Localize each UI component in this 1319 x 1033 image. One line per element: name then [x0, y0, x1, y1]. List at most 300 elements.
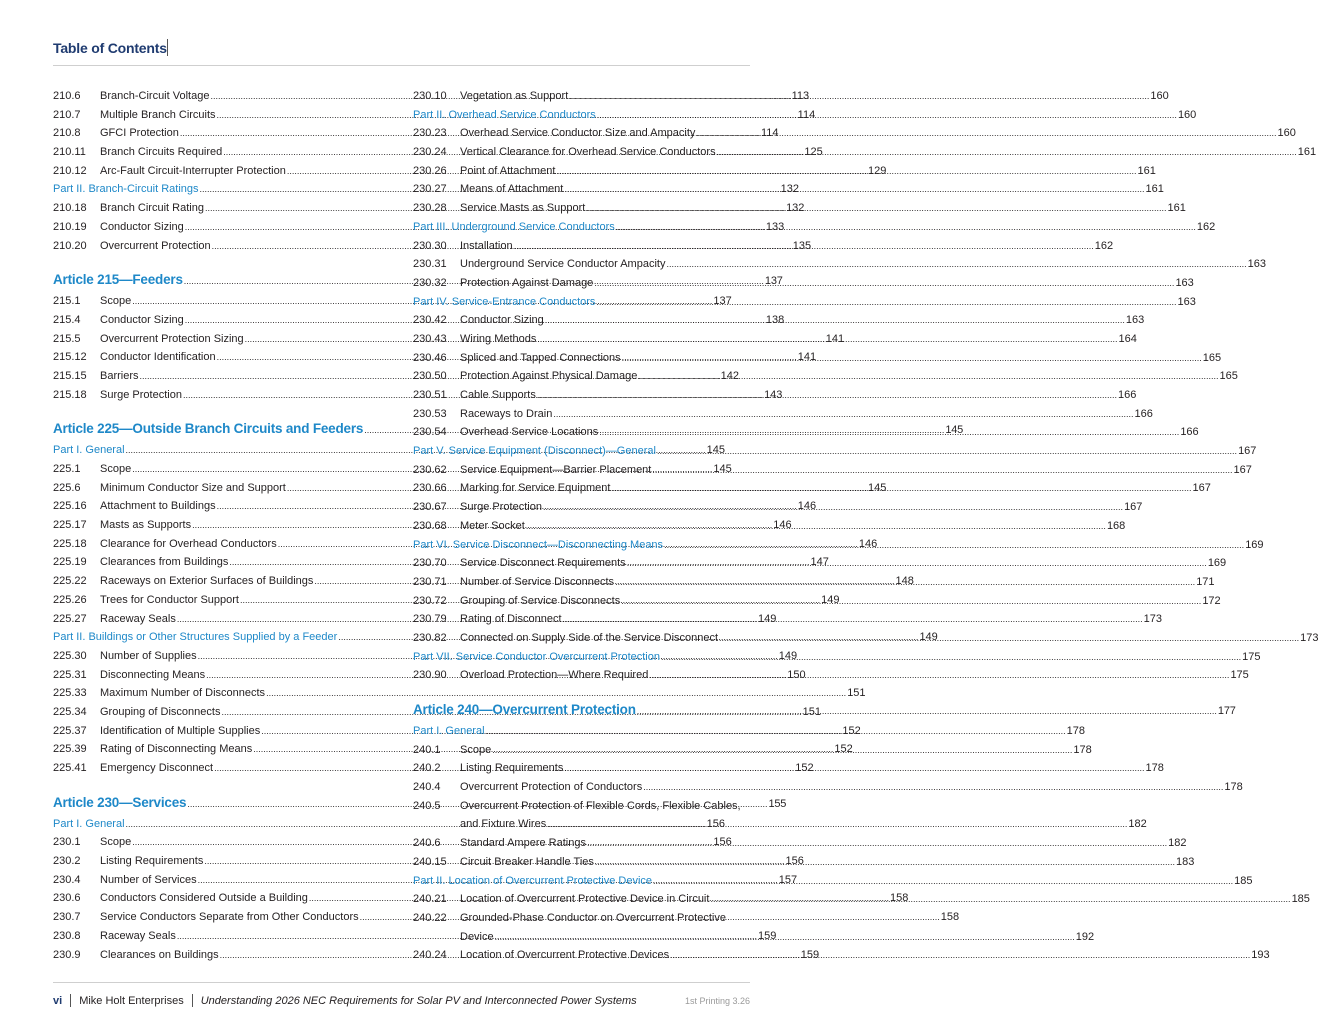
page-number: 156 — [785, 855, 804, 868]
page-number: 133 — [765, 220, 785, 233]
section-title: Conductor Sizing — [460, 314, 544, 327]
page-number: 162 — [1196, 220, 1216, 233]
section-title: Disconnecting Means — [100, 668, 206, 681]
page-number: 163 — [1125, 314, 1145, 327]
section-title: Location of Overcurrent Protective Devices — [460, 949, 670, 962]
section-number: 230.10 — [413, 90, 447, 102]
section-title: Scope — [100, 295, 132, 308]
section-title: Protection Against Physical Damage — [460, 370, 638, 383]
section-title: Location of Overcurrent Protective Device in Circuit — [460, 893, 710, 906]
page-number: 152 — [842, 724, 861, 737]
section-title: Installation — [460, 239, 513, 252]
section-title: Point of Attachment — [460, 164, 556, 177]
page-number: 132 — [786, 202, 805, 215]
section-number: 240.22 — [413, 911, 447, 924]
dot-leader — [664, 536, 1244, 547]
section-number: 230.32 — [413, 276, 447, 289]
page-number: 135 — [792, 239, 812, 252]
page-number: 149 — [919, 631, 938, 644]
section-title: Number of Services — [100, 873, 197, 886]
section-number: 210.8 — [53, 127, 81, 140]
toc-part-heading[interactable] — [413, 293, 1196, 312]
page-number: 113 — [791, 90, 810, 102]
section-number: 230.70 — [413, 557, 447, 570]
footer-book-title: Understanding 2026 NEC Requirements for Solar PV and Interconnected Power Systems — [200, 994, 637, 1007]
dot-leader — [553, 405, 1133, 416]
page-number: 178 — [1066, 725, 1086, 737]
section-title: Conductor Sizing — [100, 220, 184, 233]
dot-leader — [615, 573, 1195, 584]
part-title: Part II. Buildings or Other Structures Supplied by a Feeder — [53, 631, 338, 644]
page-number: 166 — [1134, 407, 1153, 420]
page-number: 141 — [797, 351, 817, 364]
section-number: 230.8 — [53, 929, 81, 942]
page-number: 177 — [1217, 705, 1236, 717]
page-number: 185 — [1291, 893, 1310, 906]
page-number: 125 — [804, 146, 823, 159]
dot-leader — [670, 946, 1250, 957]
dot-leader — [492, 741, 1072, 752]
page-number: 172 — [1202, 594, 1221, 607]
section-number: 230.4 — [53, 873, 81, 886]
page-number: 141 — [825, 332, 845, 345]
footer-content — [53, 994, 750, 1007]
dot-leader — [649, 666, 1229, 677]
section-number: 230.7 — [53, 911, 81, 924]
section-number: 225.16 — [53, 500, 87, 513]
dot-leader — [594, 274, 1174, 285]
page-number: 160 — [1277, 127, 1296, 140]
page-number: 163 — [1175, 276, 1194, 289]
dot-leader — [586, 199, 1166, 210]
toc-entry[interactable] — [413, 255, 1266, 274]
dot-leader — [556, 162, 1136, 173]
section-number: 240.15 — [413, 855, 447, 868]
dot-leader — [611, 479, 1191, 490]
page-number: 156 — [706, 817, 726, 830]
page-number: 163 — [1177, 295, 1196, 308]
page-number: 155 — [768, 797, 787, 810]
page-number: 138 — [765, 313, 785, 326]
toc-entry[interactable] — [413, 367, 1238, 386]
page-number: 178 — [1224, 781, 1243, 794]
part-title: Part I. General — [53, 817, 125, 830]
dot-leader — [696, 124, 1276, 135]
dot-leader — [599, 423, 1179, 434]
section-title: Overload Protection—Where Required — [460, 669, 649, 682]
section-number: 230.53 — [413, 407, 447, 420]
section-number: 230.27 — [413, 183, 447, 196]
section-number: 230.68 — [413, 519, 447, 532]
footer-page-number: vi — [53, 994, 63, 1007]
dot-leader — [543, 498, 1123, 509]
section-number: 240.4 — [413, 781, 441, 794]
page-number: 152 — [795, 762, 814, 774]
page-number: 129 — [867, 164, 887, 177]
section-number: 230.79 — [413, 613, 447, 626]
section-number: 225.1 — [53, 463, 81, 475]
section-title: Vertical Clearance for Overhead Service Conductors — [460, 146, 716, 159]
section-title-continued: Device — [460, 930, 494, 943]
section-number: 230.1 — [53, 836, 81, 849]
page-number: 142 — [720, 369, 739, 382]
page-number: 157 — [778, 873, 798, 886]
section-title: Raceway Seals — [100, 929, 176, 942]
section-number: 240.21 — [413, 893, 447, 906]
dot-leader — [652, 461, 1232, 472]
dot-leader — [627, 554, 1207, 565]
page-number: 178 — [1073, 743, 1092, 756]
dot-leader — [661, 648, 1241, 659]
section-number: 230.24 — [413, 146, 447, 159]
page-number: 178 — [1145, 762, 1164, 775]
section-number: 225.34 — [53, 705, 87, 718]
page-number: 159 — [757, 929, 777, 942]
page-number: 168 — [1106, 519, 1126, 532]
dot-leader — [526, 517, 1106, 528]
page-number: 145 — [713, 463, 732, 475]
page-number: 145 — [945, 424, 964, 437]
dot-leader — [537, 386, 1117, 397]
page-number: 149 — [778, 649, 798, 662]
page-number: 182 — [1128, 818, 1147, 831]
toc-entry[interactable] — [413, 909, 750, 928]
section-title: Surge Protection — [100, 388, 182, 401]
page-number: 165 — [1202, 351, 1222, 364]
section-title: Branch Circuit Rating — [100, 202, 204, 215]
section-number: 215.1 — [53, 295, 81, 308]
dot-leader — [653, 872, 1233, 883]
dot-leader — [545, 311, 1125, 322]
page-number: 166 — [1117, 389, 1137, 401]
dot-leader — [622, 349, 1202, 360]
article-title: Article 230—Services — [53, 794, 187, 810]
section-title: Connected on Supply Side of the Service Disconnect — [460, 631, 719, 644]
page-number: 167 — [1124, 501, 1143, 514]
section-number: 240.5 — [413, 799, 441, 812]
section-number: 230.31 — [413, 258, 447, 271]
page-title: Table of Contents — [53, 40, 167, 56]
section-title: Rating of Disconnecting Means — [100, 743, 253, 756]
dot-leader — [514, 237, 1094, 248]
page-number: 183 — [1176, 855, 1195, 868]
page-number: 147 — [810, 556, 829, 569]
footer-divider — [192, 994, 193, 1007]
toc-entry[interactable] — [413, 778, 1243, 797]
section-number: 230.30 — [413, 239, 447, 252]
section-title: Circuit Breaker Handle Ties — [460, 855, 594, 868]
page-number: 158 — [940, 911, 960, 924]
section-title: Meter Socket — [460, 519, 525, 532]
section-number: 225.17 — [53, 519, 87, 532]
section-number: 225.27 — [53, 612, 87, 625]
section-title: Scope — [100, 836, 132, 849]
toc-entry[interactable] — [413, 834, 1187, 853]
page-number: 163 — [1247, 258, 1266, 271]
header-divider — [167, 39, 168, 56]
section-number: 230.46 — [413, 351, 447, 364]
section-title: Means of Attachment — [460, 183, 564, 196]
article-title: Article 225—Outside Branch Circuits and Feeders — [53, 421, 364, 437]
toc-entry[interactable] — [413, 405, 1153, 424]
section-title: Scope — [100, 463, 132, 475]
page-number: 114 — [760, 127, 779, 140]
page-number: 160 — [1177, 108, 1197, 121]
section-title: Raceways on Exterior Surfaces of Buildings — [100, 575, 314, 588]
section-title: Protection Against Damage — [460, 276, 594, 289]
article-title: Article 240—Overcurrent Protection — [413, 702, 636, 717]
page-number: 151 — [802, 705, 821, 718]
section-number: 230.66 — [413, 482, 447, 495]
page-number: 159 — [800, 948, 820, 961]
section-title: Clearances on Buildings — [100, 948, 219, 961]
dot-leader — [587, 834, 1167, 845]
section-title: Branch-Circuit Voltage — [100, 90, 210, 102]
section-title: Branch Circuits Required — [100, 146, 223, 159]
page-number: 145 — [706, 444, 726, 457]
dot-leader — [563, 610, 1143, 621]
dot-leader — [710, 890, 1290, 901]
section-title: Clearances from Buildings — [100, 556, 229, 569]
section-number: 230.9 — [53, 948, 81, 961]
section-number: 210.18 — [53, 202, 87, 215]
dot-leader — [638, 367, 1218, 378]
footer-printing: 1st Printing 3.26 — [684, 995, 750, 1006]
part-title: Part II. Branch-Circuit Ratings — [53, 183, 199, 196]
section-number: 230.72 — [413, 594, 447, 607]
section-number: 225.6 — [53, 481, 81, 494]
section-number: 230.62 — [413, 463, 447, 476]
section-title: Overhead Service Locations — [460, 426, 599, 439]
page-number: 151 — [847, 687, 866, 700]
page-number: 175 — [1230, 669, 1249, 682]
section-number: 225.37 — [53, 724, 87, 737]
section-number: 225.30 — [53, 649, 87, 662]
section-number: 230.90 — [413, 669, 447, 682]
page-header — [53, 38, 750, 66]
section-title: Scope — [460, 743, 492, 756]
section-title: Grouping of Disconnects — [100, 705, 221, 718]
page-number: 185 — [1234, 874, 1253, 887]
section-number: 230.67 — [413, 501, 447, 514]
section-title: Service Conductors Separate from Other Conductors — [100, 911, 359, 924]
section-number: 230.54 — [413, 426, 447, 439]
page-number: 137 — [713, 295, 732, 308]
section-number: 230.51 — [413, 389, 447, 401]
section-title: Raceway Seals — [100, 612, 176, 625]
section-number: 225.39 — [53, 743, 87, 756]
dot-leader — [564, 759, 1144, 770]
section-title: Service Equipment—Barrier Placement — [460, 463, 652, 476]
page-number: 161 — [1167, 202, 1186, 215]
section-number: 215.5 — [53, 332, 81, 345]
page-number: 169 — [1245, 538, 1264, 551]
dot-leader — [569, 87, 1149, 98]
page-number: 167 — [1192, 482, 1211, 495]
page-number: 143 — [764, 388, 783, 401]
section-number: 225.22 — [53, 575, 87, 588]
page-number: 166 — [1180, 426, 1199, 439]
page-number: 192 — [1075, 930, 1095, 943]
section-number: 230.2 — [53, 855, 81, 868]
section-number: 230.71 — [413, 575, 447, 588]
section-title: Overcurrent Protection Sizing — [100, 332, 244, 345]
section-title: Surge Protection — [460, 501, 542, 514]
page-number: 158 — [890, 892, 909, 905]
dot-leader — [597, 106, 1177, 117]
section-number: 225.41 — [53, 762, 87, 774]
section-title: Clearance for Overhead Conductors — [100, 537, 277, 550]
section-title: Wiring Methods — [460, 332, 537, 345]
part-title: Part VII. Service Conductor Overcurrent Protection — [413, 650, 660, 663]
section-title: Cable Supports — [460, 389, 536, 401]
dot-leader — [643, 778, 1223, 789]
page-number: 171 — [1196, 575, 1215, 588]
section-number: 240.1 — [413, 743, 441, 756]
section-title: Service Masts as Support — [460, 202, 586, 215]
section-title: Overcurrent Protection of Conductors — [460, 781, 643, 794]
dot-leader — [495, 928, 1075, 939]
dot-leader — [621, 592, 1201, 603]
section-number: 230.6 — [53, 892, 81, 905]
page-number: 167 — [1233, 463, 1252, 476]
section-title: Overhead Service Conductor Size and Ampacity — [460, 127, 696, 140]
page-number: 146 — [858, 537, 878, 550]
section-number: 240.2 — [413, 762, 441, 775]
section-number: 230.23 — [413, 127, 447, 140]
dot-leader — [616, 218, 1196, 229]
page-number: 182 — [1168, 837, 1187, 850]
section-title: Minimum Conductor Size and Support — [100, 481, 286, 494]
section-number: 225.33 — [53, 687, 87, 700]
section-number: 215.18 — [53, 388, 87, 401]
page-number: 162 — [1094, 239, 1114, 252]
dot-leader — [637, 698, 1217, 712]
page-number: 161 — [1137, 164, 1156, 177]
section-number: 215.4 — [53, 313, 81, 326]
page-footer — [53, 982, 750, 1022]
page-number: 164 — [1118, 332, 1137, 345]
page-number: 148 — [895, 575, 914, 588]
section-title: Overcurrent Protection — [100, 239, 211, 252]
part-title: Part IV. Service-Entrance Conductors — [413, 295, 596, 308]
page-number: 175 — [1242, 650, 1261, 663]
page-number: 146 — [773, 519, 792, 532]
dot-leader — [537, 330, 1117, 341]
section-number: 230.82 — [413, 631, 447, 644]
section-number: 225.18 — [53, 537, 87, 550]
section-number: 215.15 — [53, 369, 87, 382]
section-number: 215.12 — [53, 351, 87, 364]
section-number: 210.20 — [53, 239, 87, 252]
dot-leader — [564, 180, 1144, 191]
section-title: Maximum Number of Disconnects — [100, 687, 266, 700]
section-number: 230.28 — [413, 202, 447, 215]
section-title: Vegetation as Support — [460, 90, 569, 102]
toc-entry[interactable] — [53, 684, 866, 703]
page-number: 173 — [1143, 613, 1162, 626]
page-number: 152 — [834, 743, 853, 756]
page-number: 137 — [764, 275, 783, 288]
page-number: 150 — [787, 668, 806, 681]
page-number: 165 — [1219, 370, 1238, 383]
dot-leader — [717, 143, 1297, 154]
section-number: 230.26 — [413, 164, 447, 177]
part-title: Part I. General — [413, 725, 485, 737]
section-number: 210.11 — [53, 146, 86, 159]
toc-part-heading[interactable] — [413, 442, 1257, 461]
section-number: 230.42 — [413, 314, 447, 327]
section-title: Grouping of Service Disconnects — [460, 594, 621, 607]
section-title: Trees for Conductor Support — [100, 593, 239, 606]
dot-leader — [596, 293, 1176, 304]
page-number: 160 — [1150, 90, 1169, 102]
page-number: 149 — [757, 612, 777, 625]
page-number: 114 — [797, 108, 816, 121]
section-title: Barriers — [100, 369, 139, 382]
dot-leader — [595, 853, 1175, 864]
section-title: Number of Supplies — [100, 649, 197, 662]
dot-leader — [666, 255, 1246, 266]
part-title: Part II. Overhead Service Conductors — [413, 108, 596, 121]
section-number: 230.50 — [413, 370, 447, 383]
section-title: Marking for Service Equipment — [460, 482, 611, 495]
section-title: Grounded-Phase Conductor on Overcurrent Protective — [460, 911, 726, 924]
section-title: Arc-Fault Circuit-Interrupter Protection — [100, 164, 286, 177]
section-title: Conductor Sizing — [100, 313, 184, 326]
section-title: Conductors Considered Outside a Building — [100, 892, 308, 905]
page-number: 161 — [1297, 146, 1317, 159]
section-number: 210.6 — [53, 90, 81, 102]
section-title-continued: and Fixture Wires — [460, 818, 547, 831]
section-number: 210.7 — [53, 108, 81, 121]
section-number: 210.12 — [53, 164, 87, 177]
section-title: Attachment to Buildings — [100, 500, 216, 513]
section-number: 240.6 — [413, 837, 441, 850]
page-number: 156 — [713, 836, 732, 849]
dot-leader — [657, 442, 1237, 453]
section-number: 230.43 — [413, 332, 447, 345]
section-title: Service Disconnect Requirements — [460, 557, 626, 570]
toc-entry[interactable] — [413, 797, 750, 816]
part-title: Part I. General — [53, 444, 125, 457]
section-number: 225.26 — [53, 593, 87, 606]
section-number: 225.19 — [53, 556, 87, 569]
part-title: Part VI. Service Disconnect—Disconnecting Means — [413, 538, 664, 551]
section-title: Conductor Identification — [100, 351, 216, 364]
section-title: Standard Ampere Ratings — [460, 837, 586, 850]
section-number: 210.19 — [53, 220, 87, 233]
dot-leader — [486, 722, 1066, 733]
section-title: Emergency Disconnect — [100, 762, 214, 774]
part-title: Part III. Underground Service Conductors — [413, 220, 615, 233]
page-number: 132 — [780, 183, 799, 196]
section-title: Identification of Multiple Supplies — [100, 724, 261, 737]
toc-entry-continued[interactable] — [413, 815, 1147, 834]
section-title: Rating of Disconnect — [460, 613, 562, 626]
section-title: Raceways to Drain — [460, 407, 553, 420]
dot-leader — [719, 629, 1299, 640]
part-title: Part V. Service Equipment (Disconnect)—General — [413, 445, 656, 458]
page-number: 167 — [1238, 445, 1257, 458]
section-title: Overcurrent Protection of Flexible Cords, Flexible Cables, — [460, 799, 741, 812]
toc-entry[interactable] — [413, 461, 1252, 480]
section-title: Number of Service Disconnects — [460, 575, 615, 588]
page-number: 161 — [1145, 183, 1164, 196]
part-title: Part II. Location of Overcurrent Protective Device — [413, 874, 653, 887]
section-title: Listing Requirements — [460, 762, 564, 775]
section-title: GFCI Protection — [100, 127, 179, 140]
